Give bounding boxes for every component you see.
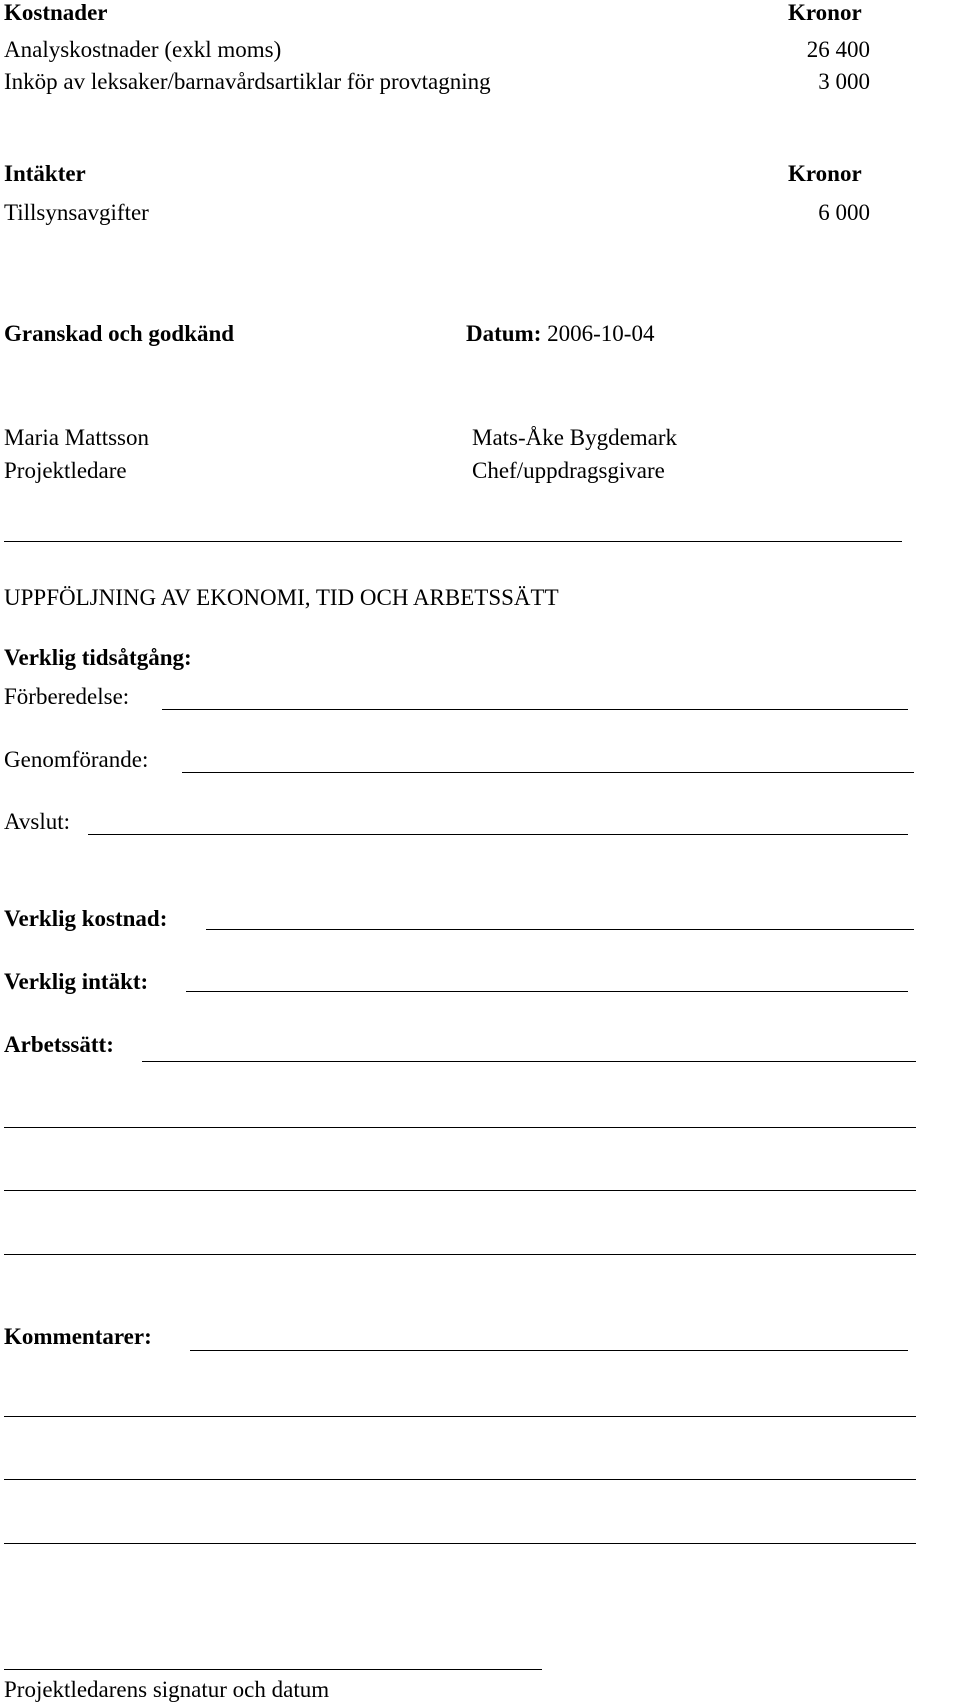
actual-income-field[interactable] — [186, 991, 908, 992]
working-method-label: Arbetssätt: — [4, 1032, 114, 1057]
income-row-amount: 6 000 — [818, 200, 870, 225]
income-heading: Intäkter — [4, 161, 86, 186]
actual-income-label: Verklig intäkt: — [4, 969, 149, 994]
actual-cost-label: Verklig kostnad: — [4, 906, 168, 931]
section-divider — [4, 541, 902, 542]
working-method-field-line[interactable] — [4, 1127, 916, 1128]
comments-field-line[interactable] — [4, 1416, 916, 1417]
date-value: 2006-10-04 — [547, 321, 655, 346]
comments-field-line[interactable] — [4, 1543, 916, 1544]
closing-label: Avslut: — [4, 809, 71, 834]
working-method-field-line[interactable] — [4, 1190, 916, 1191]
actual-cost-field[interactable] — [206, 929, 914, 930]
costs-heading: Kostnader — [4, 0, 108, 25]
approval-label: Granskad och godkänd — [4, 321, 235, 346]
signature-line[interactable] — [4, 1669, 542, 1670]
person1-name: Maria Mattsson — [4, 425, 150, 450]
person1-role: Projektledare — [4, 458, 127, 483]
comments-label: Kommentarer: — [4, 1324, 152, 1349]
costs-currency-heading: Kronor — [788, 0, 862, 25]
income-currency-heading: Kronor — [788, 161, 862, 186]
income-row-label: Tillsynsavgifter — [4, 200, 149, 225]
execution-field[interactable] — [182, 772, 914, 773]
person2-role: Chef/uppdragsgivare — [472, 458, 665, 483]
preparation-label: Förberedelse: — [4, 684, 130, 709]
cost-row-label: Inköp av leksaker/barnavårdsartiklar för provtagning — [4, 69, 491, 94]
working-method-field-line[interactable] — [4, 1254, 916, 1255]
closing-field[interactable] — [88, 834, 908, 835]
time-heading: Verklig tidsåtgång: — [4, 645, 192, 670]
comments-field[interactable] — [190, 1350, 908, 1351]
comments-field-line[interactable] — [4, 1479, 916, 1480]
cost-row-label: Analyskostnader (exkl moms) — [4, 37, 282, 62]
approval-date — [466, 322, 654, 345]
preparation-field[interactable] — [162, 709, 908, 710]
cost-row-amount: 26 400 — [806, 37, 870, 62]
working-method-field[interactable] — [142, 1061, 916, 1062]
person2-name: Mats-Åke Bygdemark — [472, 425, 678, 450]
followup-title: UPPFÖLJNING AV EKONOMI, TID OCH ARBETSSÄTT — [4, 585, 559, 610]
date-label: Datum: — [466, 321, 542, 346]
signature-label: Projektledarens signatur och datum — [4, 1677, 330, 1702]
cost-row-amount: 3 000 — [818, 69, 870, 94]
execution-label: Genomförande: — [4, 747, 149, 772]
